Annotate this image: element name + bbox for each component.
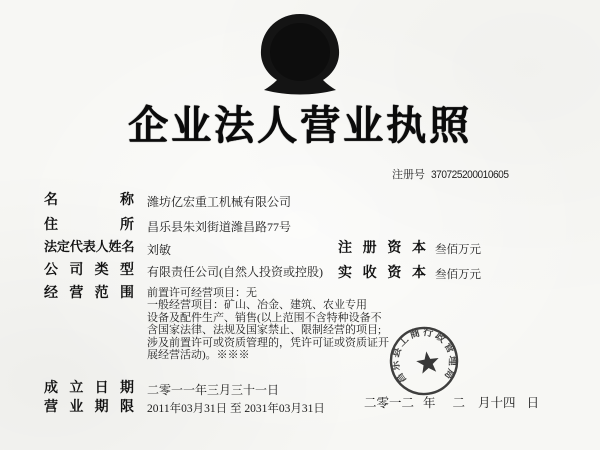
field-label-name: 名 称: [44, 191, 134, 207]
svg-text:昌乐县工商行政管理局: [384, 320, 463, 391]
field-value-name: 潍坊亿宏重工机械有限公司: [147, 195, 292, 209]
issue-date-month-day: 月十四: [478, 396, 516, 410]
field-label-legal-representative: 法 定 代 表 人 姓 名: [44, 239, 134, 254]
field-row-established-date: [44, 379, 279, 398]
registration-number: [392, 166, 515, 182]
field-label-established-date: 成 立 日 期: [44, 379, 134, 395]
document-title: 企业法人营业执照: [128, 104, 472, 148]
registration-number-label: 注册号: [392, 169, 425, 181]
business-scope-line: 含国家法律、法规及国家禁止、限制经营的项目;: [147, 324, 382, 337]
business-scope-line: 一般经营项目：矿山、冶金、建筑、农业专用: [147, 299, 367, 312]
field-row-name: [44, 191, 291, 210]
business-scope-line: 展经营活动)。※※※: [147, 349, 250, 362]
field-value-established-date: 二零一一年三月三十一日: [147, 383, 280, 397]
field-value-paid-in-capital: 叁佰万元: [435, 269, 481, 281]
field-row-company-type: [44, 261, 323, 280]
business-scope-line: 前置许可经营项目：无: [147, 287, 257, 299]
issue-date-month-value: 二: [452, 396, 466, 410]
field-row-registered-capital: [338, 239, 481, 257]
seal-text: 昌乐县工商行政管理局: [389, 326, 458, 386]
field-value-business-term: 2011年03月31日 至 2031年03月31日: [147, 403, 325, 415]
field-value-registered-capital: 叁佰万元: [435, 244, 481, 256]
field-row-address: [44, 216, 291, 235]
field-label-business-scope: 经 营 范 围: [44, 284, 134, 300]
star-icon: [415, 350, 440, 374]
field-row-business-scope: [44, 284, 415, 361]
field-label-registered-capital: 注 册 资 本: [338, 239, 426, 255]
national-emblem-icon: [252, 12, 348, 96]
business-scope-line: 设备及配件生产、销售(以上范围不含特种设备不: [147, 311, 382, 324]
business-scope-line: 涉及前置许可或资质管理的，凭许可证或资质证开: [147, 336, 389, 349]
issue-date: [364, 393, 539, 411]
issue-date-year-value: 二零一二: [364, 396, 415, 410]
field-label-company-type: 公 司 类 型: [44, 261, 134, 277]
registration-number-value: 370725200010605: [431, 169, 509, 181]
field-label-business-term: 营 业 期 限: [44, 398, 134, 414]
field-row-business-term: [44, 398, 325, 416]
issue-date-year-char: 年: [423, 396, 436, 410]
field-label-paid-in-capital: 实 收 资 本: [338, 264, 426, 280]
issue-date-day-char: 日: [526, 396, 540, 410]
field-value-legal-representative: 刘敏: [147, 243, 172, 257]
national-emblem-silhouette: [252, 12, 348, 96]
field-value-company-type: 有限责任公司(自然人投资或控股): [147, 265, 323, 279]
field-value-address: 昌乐县朱刘街道潍昌路77号: [147, 220, 292, 234]
field-row-paid-in-capital: [338, 264, 481, 282]
field-row-legal-representative: [44, 239, 171, 258]
field-label-address: 住 所: [44, 216, 134, 232]
